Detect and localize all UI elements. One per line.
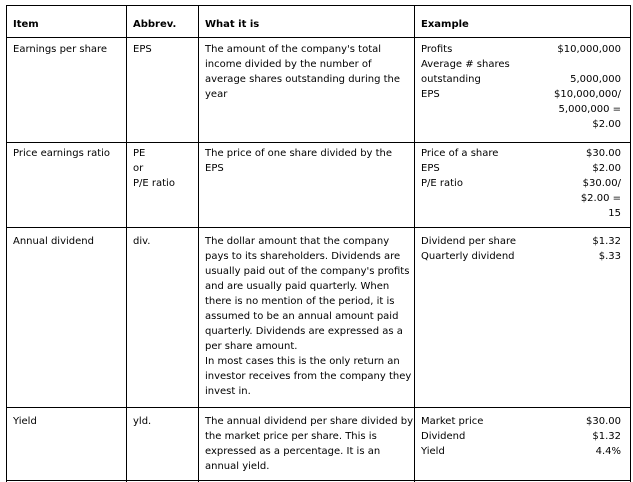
description-line: the market price per share. This is (205, 431, 377, 442)
row-divider (6, 227, 631, 228)
example-label: Dividend (421, 431, 466, 442)
header-example: Example (421, 19, 469, 30)
example-label: Price of a share (421, 148, 499, 159)
example-labels (421, 414, 483, 459)
example-value: 5,000,000 = (558, 104, 621, 115)
example-value: $2.00 = (580, 193, 621, 204)
row-divider (6, 142, 631, 143)
example-value: $2.00 (592, 119, 621, 130)
description-line: pays to its shareholders. Dividends are (205, 251, 401, 262)
example-value: $1.32 (592, 236, 621, 247)
example-value: $10,000,000 (557, 44, 621, 55)
abbrev-line: or (133, 163, 144, 174)
header-item: Item (13, 19, 39, 30)
abbrev-line: P/E ratio (133, 178, 175, 189)
row-description (205, 234, 411, 399)
row-divider (6, 480, 631, 481)
example-value: $30.00/ (582, 178, 621, 189)
row-item: Earnings per share (13, 44, 108, 55)
description-line: income divided by the number of (205, 59, 372, 70)
abbrev-line: PE (133, 148, 146, 159)
example-labels (421, 42, 510, 102)
description-line: The price of one share divided by the (205, 148, 393, 159)
header-divider (6, 37, 631, 38)
description-line: The dollar amount that the company (205, 236, 390, 247)
example-label: EPS (421, 163, 440, 174)
example-label: outstanding (421, 74, 481, 85)
example-value: $30.00 (586, 148, 621, 159)
row-abbrev (133, 414, 151, 429)
example-label: Quarterly dividend (421, 251, 515, 262)
example-value: $2.00 (592, 163, 621, 174)
description-line: per share amount. (205, 341, 298, 352)
example-value: $.33 (598, 251, 621, 262)
column-border (414, 5, 415, 482)
column-border (6, 5, 7, 482)
example-labels (421, 234, 516, 264)
description-line: expressed as a percentage. It is an (205, 446, 381, 457)
row-abbrev (133, 146, 175, 191)
example-value: $10,000,000/ (554, 89, 621, 100)
row-item: Annual dividend (13, 236, 94, 247)
description-line: The amount of the company's total (205, 44, 382, 55)
example-values (592, 234, 621, 264)
example-value (554, 57, 621, 72)
description-line: EPS (205, 163, 224, 174)
example-label: Average # shares (421, 59, 510, 70)
description-line: annual yield. (205, 461, 270, 472)
row-description (205, 42, 400, 102)
row-description (205, 146, 392, 176)
example-label: Dividend per share (421, 236, 517, 247)
description-line: invest in. (205, 386, 251, 397)
description-line: investor receives from the company they (205, 371, 412, 382)
row-description (205, 414, 413, 474)
example-value: 5,000,000 (570, 74, 621, 85)
example-values (581, 146, 621, 221)
table-border-top (6, 5, 631, 6)
description-line: average shares outstanding during the (205, 74, 401, 85)
abbrev-line: yld. (133, 416, 152, 427)
description-line: and are usually paid quarterly. When (205, 281, 390, 292)
row-abbrev (133, 42, 152, 57)
example-label: Profits (421, 44, 453, 55)
abbrev-line: div. (133, 236, 151, 247)
header-abbrev: Abbrev. (133, 19, 177, 30)
example-values (586, 414, 621, 459)
row-item: Yield (13, 416, 37, 427)
example-labels (421, 146, 498, 191)
example-label: Market price (421, 416, 484, 427)
example-values (554, 42, 621, 132)
example-label: EPS (421, 89, 440, 100)
example-value: $1.32 (592, 431, 621, 442)
column-border (198, 5, 199, 482)
column-border (630, 5, 631, 482)
description-line: The annual dividend per share divided by (205, 416, 413, 427)
example-value: 4.4% (595, 446, 621, 457)
header-what-it-is: What it is (205, 19, 260, 30)
row-divider (6, 407, 631, 408)
example-label: Yield (421, 446, 445, 457)
description-line: there is no mention of the period, it is (205, 296, 395, 307)
example-label: P/E ratio (421, 178, 463, 189)
row-abbrev (133, 234, 150, 249)
description-line: quarterly. Dividends are expressed as a (205, 326, 403, 337)
description-line: usually paid out of the company's profits (205, 266, 410, 277)
description-line: In most cases this is the only return an (205, 356, 400, 367)
example-value: $30.00 (586, 416, 621, 427)
description-line: year (205, 89, 228, 100)
description-line: assumed to be an annual amount paid (205, 311, 399, 322)
column-border (126, 5, 127, 482)
abbrev-line: EPS (133, 44, 152, 55)
row-item: Price earnings ratio (13, 148, 111, 159)
example-value: 15 (608, 208, 621, 219)
